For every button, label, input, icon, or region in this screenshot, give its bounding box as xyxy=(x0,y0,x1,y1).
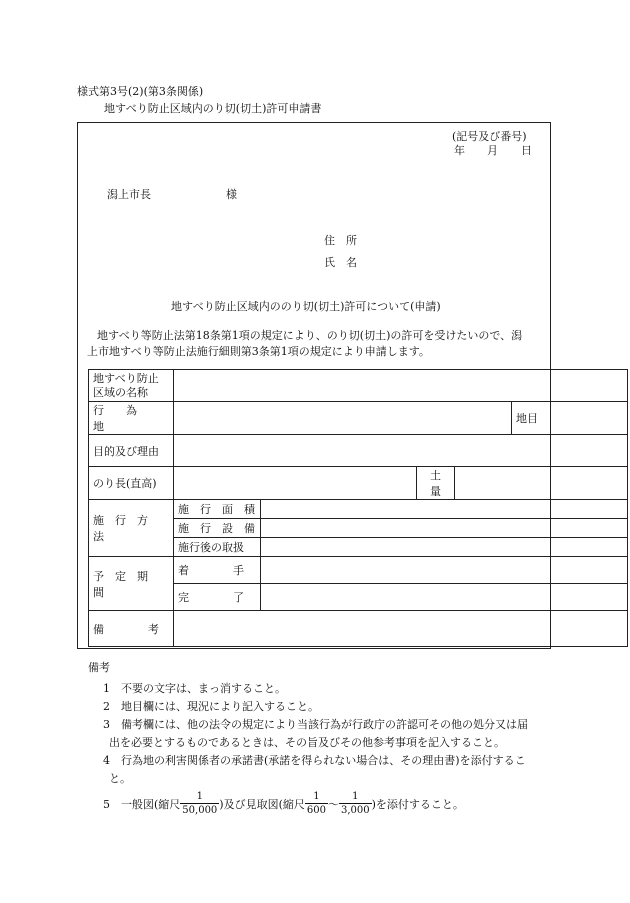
soil-volume-field[interactable] xyxy=(455,467,628,500)
honorific: 様 xyxy=(226,188,237,201)
slope-length-field[interactable] xyxy=(174,467,417,500)
date-year-label: 年 xyxy=(454,144,465,157)
address-label: 住 所 xyxy=(324,234,357,247)
remark-item-1: 1 不要の文字は、まっ消すること。 xyxy=(103,682,286,695)
scale-fraction-sketch-min: $\frac{1}{600}$ xyxy=(306,791,326,816)
method-equipment-label: 施 行 設 備 xyxy=(174,519,261,538)
subject-line: 地すべり防止区域内ののり切(切土)許可について(申請) xyxy=(171,300,441,313)
method-equipment-field[interactable] xyxy=(261,519,628,538)
remark-item-4a: 4 行為地の利害関係者の承諾書(承諾を得られない場合は、その理由書)を添付するこ xyxy=(103,754,526,767)
name-label: 氏 名 xyxy=(324,256,357,269)
method-area-label: 施 行 面 積 xyxy=(174,500,261,519)
date-month-label: 月 xyxy=(487,144,498,157)
area-name-field[interactable] xyxy=(174,370,628,402)
remark-item-3b: 出を必要とするものであるときは、その旨及びその他参考事項を記入すること。 xyxy=(109,736,505,749)
site-field[interactable] xyxy=(174,402,512,435)
schedule-end-field[interactable] xyxy=(261,584,628,611)
purpose-label: 目的及び理由 xyxy=(89,435,174,467)
land-category-field[interactable] xyxy=(512,402,628,435)
purpose-field[interactable] xyxy=(174,435,628,467)
form-number: 様式第3号(2)(第3条関係) xyxy=(77,85,204,98)
slope-length-label: のり長(直高) xyxy=(89,467,174,500)
method-after-label: 施行後の取扱 xyxy=(174,538,261,557)
soil-volume-label: 土 量 xyxy=(417,467,455,500)
reference-number-label: (記号及び番号) xyxy=(452,130,527,143)
notes-field[interactable] xyxy=(174,611,628,647)
notes-label: 備 考 xyxy=(89,611,174,647)
scale-fraction-sketch-max: $\frac{1}{3,000}$ xyxy=(340,791,370,816)
addressee: 潟上市長 xyxy=(107,188,151,201)
method-area-field[interactable] xyxy=(261,500,628,519)
scale-fraction-general: $\frac{1}{50,000}$ xyxy=(182,791,218,816)
remark-item-3a: 3 備考欄には、他の法令の規定により当該行為が行政庁の許認可その他の処分又は届 xyxy=(103,718,528,731)
body-text-line1: 地すべり等防止法第18条第1項の規定により、のり切(切土)の許可を受けたいので、潟 xyxy=(97,329,523,342)
remark-item-5: 5 一般図(縮尺 $\frac{1}{50,000}$ )及び見取図(縮尺 $\frac{1}{600}$ ～ $\frac{1}{3,000}$ )を添付すること。 xyxy=(103,791,464,816)
schedule-label: 予 定 期 間 xyxy=(89,557,174,611)
date-day-label: 日 xyxy=(521,144,532,157)
body-text-line2: 上市地すべり等防止法施行細則第3条第1項の規定により申請します。 xyxy=(87,345,430,358)
schedule-end-label: 完 了 xyxy=(174,584,261,611)
site-label: 行 為 地 xyxy=(89,402,174,435)
method-after-field[interactable] xyxy=(261,538,628,557)
remark-item-4b: と。 xyxy=(109,772,131,785)
application-table xyxy=(88,369,628,647)
remarks-heading: 備考 xyxy=(88,661,110,674)
schedule-start-field[interactable] xyxy=(261,557,628,584)
method-label: 施 行 方 法 xyxy=(89,500,174,557)
remark-item-2: 2 地目欄には、現況により記入すること。 xyxy=(103,700,319,713)
schedule-start-label: 着 手 xyxy=(174,557,261,584)
land-category-label: 地目 xyxy=(516,412,538,425)
area-name-label: 地すべり防止 区域の名称 xyxy=(89,370,174,402)
form-title: 地すべり防止区域内のり切(切土)許可申請書 xyxy=(104,102,322,115)
